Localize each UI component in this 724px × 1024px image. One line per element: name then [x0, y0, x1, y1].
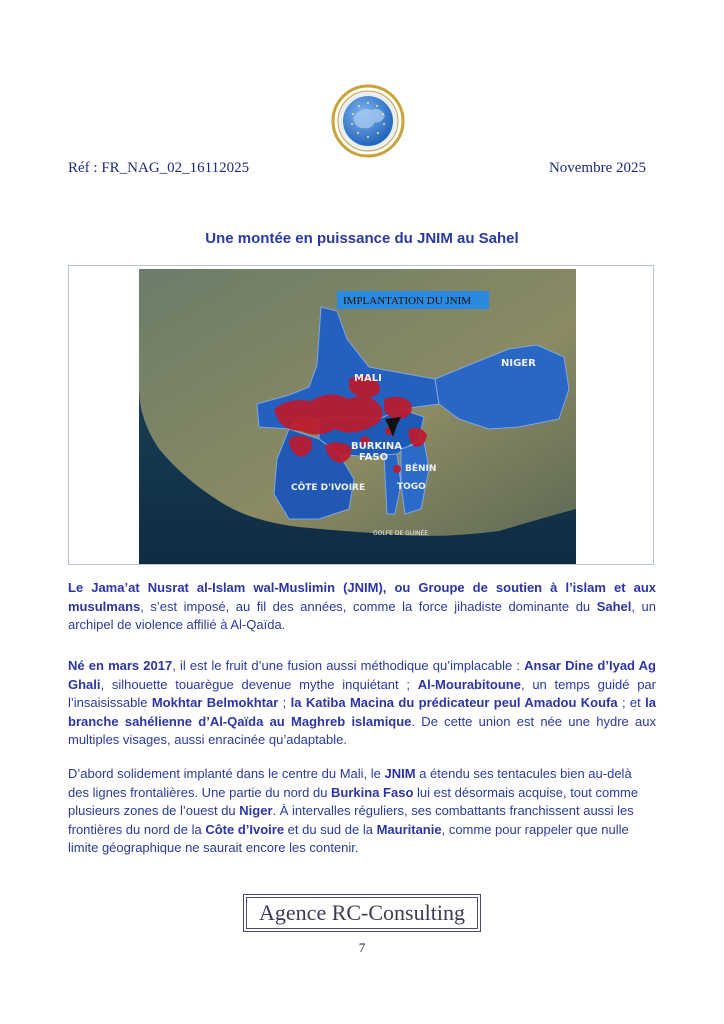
emphasized-text: la Katiba Macina du prédicateur peul Amadou Koufa	[290, 695, 618, 710]
page-number: 7	[358, 940, 366, 955]
emphasized-text: Le Jama’at Nusrat al-Islam wal-Muslimin (JNIM), ou Groupe de soutien à l’islam et aux musulmans	[68, 580, 656, 614]
paragraph-expansion	[68, 765, 656, 858]
map-label-benin: BÉNIN	[405, 464, 437, 474]
page-title: Une montée en puissance du JNIM au Sahel	[205, 230, 519, 247]
text-run: . De cette union est née une hydre aux multiples visages, aussi enracinée qu’adaptable.	[68, 713, 656, 747]
reference-number: Réf : FR_NAG_02_16112025	[68, 160, 250, 176]
map-label-faso: FASO	[359, 452, 389, 463]
emphasized-text: Né en mars 2017	[68, 658, 173, 673]
text-run: , il est le fruit d’une fusion aussi méthodique qu’implacable :	[172, 658, 525, 673]
agency-signature-box	[243, 894, 481, 932]
agency-name: Agence RC-Consulting	[246, 897, 478, 929]
text-run: , un archipel de violence affilié à Al-Qaïda.	[68, 598, 657, 632]
text-run: et du sud de la	[284, 821, 377, 837]
emphasized-text: Burkina Faso	[331, 784, 414, 800]
map-caption: IMPLANTATION DU JNIM	[343, 295, 472, 307]
text-run: ;	[278, 695, 291, 710]
text-run: . À intervalles réguliers, ses combattants franchissent aussi les frontières du nord de la	[68, 803, 634, 837]
map-label-niger: NIGER	[501, 358, 536, 369]
text-run: , comme pour rappeler que nulle limite géographique ne saurait encore les contenir.	[68, 821, 629, 855]
document-date: Novembre 2025	[548, 160, 646, 176]
map-label-togo: TOGO	[397, 482, 426, 492]
text-run: , un temps guidé par l’insaisissable	[68, 676, 656, 710]
emphasized-text: Niger	[239, 803, 273, 818]
text-run: , s’est imposé, au fil des années, comme la force jihadiste dominante du	[140, 598, 597, 614]
emphasized-text: Sahel	[596, 598, 632, 614]
map-label-burkina: BURKINA	[351, 441, 403, 452]
emphasized-text: JNIM	[384, 766, 416, 781]
emphasized-text: Côte d’Ivoire	[205, 821, 285, 837]
jnim-map	[139, 269, 576, 564]
map-label-golfe: GOLFE DE GUINÉE	[373, 530, 429, 537]
text-run: a étendu ses tentacules bien au-delà des lignes frontalières. Une partie du nord du	[68, 766, 632, 800]
map-label-cote-ivoire: CÔTE D'IVOIRE	[291, 483, 366, 493]
paragraph-origins	[68, 657, 656, 750]
map-label-mali: MALI	[354, 373, 382, 384]
text-run: , silhouette touarègue devenue mythe inquiétant ;	[100, 676, 418, 692]
emphasized-text: Mokhtar Belmokhtar	[151, 695, 279, 710]
emphasized-text: Al-Mourabitoune	[417, 676, 521, 692]
text-run: D’abord solidement implanté dans le centre du Mali, le	[68, 766, 385, 781]
paragraph-intro	[68, 579, 656, 635]
organization-logo	[331, 84, 405, 158]
emphasized-text: Mauritanie	[376, 821, 442, 837]
text-run: lui est désormais acquise, tout comme plusieurs zones de l’ouest du	[68, 784, 639, 818]
emphasized-text: la branche sahélienne d’Al-Qaïda au Maghreb islamique	[68, 695, 656, 729]
emphasized-text: Ansar Dine d’Iyad Ag Ghali	[68, 658, 656, 692]
text-run: ; et	[617, 695, 646, 710]
